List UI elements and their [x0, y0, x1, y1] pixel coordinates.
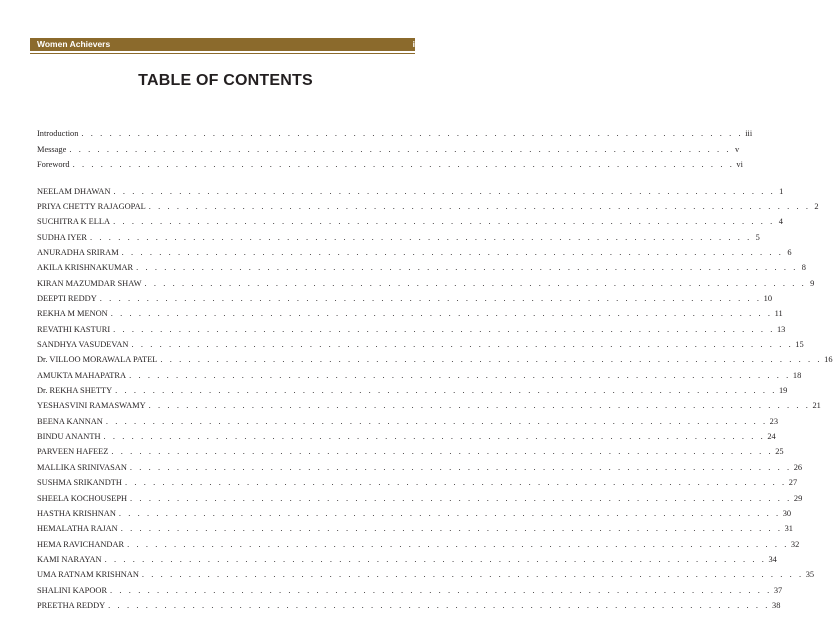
- toc-entry-page-number: 23: [769, 416, 779, 426]
- toc-entry-page-number: 4: [778, 217, 783, 227]
- toc-entry-page-number: 34: [768, 554, 777, 564]
- toc-entry-page-number: 25: [775, 447, 784, 457]
- toc-entry-page-number: 19: [778, 386, 788, 396]
- toc-entry-page-number: 21: [812, 401, 821, 411]
- toc-entry[interactable]: [37, 354, 833, 366]
- dot-leader: . . . . . . . . . . . . . . . . . . . . . . . . . . . . . . . . . . . . . . . . . . . . . . . . . . . . . . . . . . . . . . . . . . . . . . .: [72, 160, 735, 169]
- toc-entry-label: AKILA KRISHNAKUMAR: [37, 263, 134, 273]
- toc-entry-page-number: 16: [824, 355, 833, 365]
- toc-entry-label: SHEELA KOCHOUSEPH: [37, 493, 128, 503]
- toc-entry-page-number: 18: [792, 370, 802, 380]
- toc-entry-label: PRIYA CHETTY RAJAGOPAL: [37, 201, 146, 211]
- toc-entry-page-number: iii: [745, 129, 753, 138]
- toc-entry[interactable]: [37, 477, 798, 489]
- toc-entry-page-number: 35: [805, 570, 815, 580]
- toc-entry-page-number: 2: [814, 201, 819, 211]
- toc-entry-label: Dr. VILLOO MORAWALA PATEL: [37, 355, 158, 365]
- dot-leader: . . . . . . . . . . . . . . . . . . . . . . . . . . . . . . . . . . . . . . . . . . . . . . . . . . . . . . . . . . . . . . . . . . . . . . .: [108, 600, 770, 610]
- toc-entry-page-number: 31: [784, 524, 793, 534]
- toc-entry-label: SUDHA IYER: [37, 232, 88, 242]
- dot-leader: . . . . . . . . . . . . . . . . . . . . . . . . . . . . . . . . . . . . . . . . . . . . . . . . . . . . . . . . . . . . . . . . . . . . . . .: [127, 539, 789, 549]
- toc-entry-label: HEMA RAVICHANDAR: [37, 539, 125, 549]
- toc-entry[interactable]: [37, 416, 779, 428]
- toc-entry-label: HEMALATHA RAJAN: [37, 524, 118, 534]
- toc-entry-label: SHALINI KAPOOR: [37, 585, 108, 595]
- toc-entry-page-number: 9: [810, 278, 815, 288]
- toc-entry[interactable]: [37, 278, 815, 290]
- toc-entry-label: REKHA M MENON: [37, 309, 108, 319]
- dot-leader: . . . . . . . . . . . . . . . . . . . . . . . . . . . . . . . . . . . . . . . . . . . . . . . . . . . . . . . . . . . . . . . . . . . . . . .: [115, 386, 777, 396]
- toc-entry-label: REVATHI KASTURI: [37, 324, 111, 334]
- toc-entry-label: PARVEEN HAFEEZ: [37, 447, 109, 457]
- toc-entry[interactable]: [37, 159, 743, 171]
- toc-entry[interactable]: [37, 585, 783, 597]
- toc-entry[interactable]: [37, 370, 802, 382]
- toc-entry[interactable]: [37, 508, 792, 520]
- dot-leader: . . . . . . . . . . . . . . . . . . . . . . . . . . . . . . . . . . . . . . . . . . . . . . . . . . . . . . . . . . . . . . . . . . . . . . .: [113, 186, 776, 196]
- toc-entry-page-number: 13: [776, 324, 786, 334]
- toc-entry-page-number: 8: [801, 263, 806, 273]
- dot-leader: . . . . . . . . . . . . . . . . . . . . . . . . . . . . . . . . . . . . . . . . . . . . . . . . . . . . . . . . . . . . . . . . . . . . . . .: [124, 478, 787, 488]
- dot-leader: . . . . . . . . . . . . . . . . . . . . . . . . . . . . . . . . . . . . . . . . . . . . . . . . . . . . . . . . . . . . . . . . . . . . . . .: [104, 554, 767, 564]
- dot-leader: . . . . . . . . . . . . . . . . . . . . . . . . . . . . . . . . . . . . . . . . . . . . . . . . . . . . . . . . . . . . . . . . . . . . . . .: [99, 293, 762, 303]
- toc-entry-label: NEELAM DHAWAN: [37, 186, 111, 196]
- toc-entry[interactable]: [37, 262, 806, 274]
- toc-entry-label: PREETHA REDDY: [37, 600, 106, 610]
- toc-entry-page-number: 30: [782, 508, 792, 518]
- toc-entry[interactable]: [37, 554, 777, 566]
- toc-entry-label: Foreword: [37, 160, 70, 169]
- toc-entry-page-number: 15: [795, 340, 804, 349]
- toc-entry-label: Dr. REKHA SHETTY: [37, 386, 113, 396]
- toc-entry-page-number: 26: [793, 462, 803, 472]
- toc-entry-label: AMUKTA MAHAPATRA: [37, 370, 127, 380]
- toc-entry-label: KAMI NARAYAN: [37, 554, 102, 564]
- dot-leader: . . . . . . . . . . . . . . . . . . . . . . . . . . . . . . . . . . . . . . . . . . . . . . . . . . . . . . . . . . . . . . . . . . . . . . .: [113, 217, 775, 227]
- toc-entry-label: MALLIKA SRINIVASAN: [37, 462, 127, 472]
- toc-entry[interactable]: [37, 201, 819, 213]
- toc-entry[interactable]: [37, 431, 776, 443]
- toc-entry[interactable]: [37, 308, 783, 320]
- dot-leader: . . . . . . . . . . . . . . . . . . . . . . . . . . . . . . . . . . . . . . . . . . . . . . . . . . . . . . . . . . . . . . . . . . . . . . .: [121, 247, 784, 257]
- running-header-title: Women Achievers: [37, 39, 111, 49]
- running-header-page-number: i: [412, 39, 415, 49]
- toc-entry[interactable]: [37, 385, 788, 397]
- dot-leader: . . . . . . . . . . . . . . . . . . . . . . . . . . . . . . . . . . . . . . . . . . . . . . . . . . . . . . . . . . . . . . . . . . . . . . .: [90, 232, 752, 242]
- toc-entry-label: Message: [37, 144, 67, 154]
- toc-entry[interactable]: [37, 446, 784, 458]
- toc-entry-label: SUSHMA SRIKANDTH: [37, 478, 122, 488]
- toc-entry-label: DEEPTI REDDY: [37, 293, 97, 303]
- toc-entry-page-number: 10: [763, 293, 772, 303]
- toc-entry-page-number: 32: [790, 539, 800, 549]
- toc-entry-label: YESHASVINI RAMASWAMY: [37, 401, 146, 411]
- toc-entry-label: SUCHITRA K ELLA: [37, 217, 111, 227]
- toc-entry-page-number: 5: [755, 232, 760, 242]
- toc-entry-label: SANDHYA VASUDEVAN: [37, 340, 129, 349]
- toc-entry-page-number: 38: [772, 600, 781, 610]
- dot-leader: . . . . . . . . . . . . . . . . . . . . . . . . . . . . . . . . . . . . . . . . . . . . . . . . . . . . . . . . . . . . . . . . . . . . . . .: [131, 340, 794, 349]
- toc-entry-label: KIRAN MAZUMDAR SHAW: [37, 278, 142, 288]
- dot-leader: . . . . . . . . . . . . . . . . . . . . . . . . . . . . . . . . . . . . . . . . . . . . . . . . . . . . . . . . . . . . . . . . . . . . . . .: [111, 447, 774, 457]
- toc-entry[interactable]: [37, 324, 786, 336]
- toc-entry-label: UMA RATNAM KRISHNAN: [37, 570, 139, 580]
- page-title: TABLE OF CONTENTS: [138, 72, 313, 89]
- dot-leader: . . . . . . . . . . . . . . . . . . . . . . . . . . . . . . . . . . . . . . . . . . . . . . . . . . . . . . . . . . . . . . . . . . . . . . .: [113, 324, 775, 334]
- toc-entry-label: HASTHA KRISHNAN: [37, 508, 116, 518]
- dot-leader: . . . . . . . . . . . . . . . . . . . . . . . . . . . . . . . . . . . . . . . . . . . . . . . . . . . . . . . . . . . . . . . . . . . . . . .: [81, 129, 744, 138]
- toc-entry[interactable]: [37, 216, 783, 228]
- toc-entry[interactable]: [37, 539, 800, 551]
- toc-entry[interactable]: [37, 128, 753, 140]
- toc-entry-label: BINDU ANANTH: [37, 432, 101, 442]
- dot-leader: . . . . . . . . . . . . . . . . . . . . . . . . . . . . . . . . . . . . . . . . . . . . . . . . . . . . . . . . . . . . . . . . . . . . . . .: [148, 201, 811, 211]
- toc-entry[interactable]: [37, 569, 815, 581]
- dot-leader: . . . . . . . . . . . . . . . . . . . . . . . . . . . . . . . . . . . . . . . . . . . . . . . . . . . . . . . . . . . . . . . . . . . . . . .: [144, 278, 807, 288]
- dot-leader: . . . . . . . . . . . . . . . . . . . . . . . . . . . . . . . . . . . . . . . . . . . . . . . . . . . . . . . . . . . . . . . . . . . . . . .: [103, 432, 766, 442]
- dot-leader: . . . . . . . . . . . . . . . . . . . . . . . . . . . . . . . . . . . . . . . . . . . . . . . . . . . . . . . . . . . . . . . . . . . . . . .: [110, 585, 772, 595]
- toc-entry-page-number: v: [734, 144, 740, 154]
- toc-entry-label: Introduction: [37, 129, 79, 138]
- dot-leader: . . . . . . . . . . . . . . . . . . . . . . . . . . . . . . . . . . . . . . . . . . . . . . . . . . . . . . . . . . . . . . . . . . . . . . .: [69, 144, 732, 154]
- dot-leader: . . . . . . . . . . . . . . . . . . . . . . . . . . . . . . . . . . . . . . . . . . . . . . . . . . . . . . . . . . . . . . . . . . . . . . .: [141, 570, 804, 580]
- dot-leader: . . . . . . . . . . . . . . . . . . . . . . . . . . . . . . . . . . . . . . . . . . . . . . . . . . . . . . . . . . . . . . . . . . . . . . .: [118, 508, 781, 518]
- toc-entry-page-number: 29: [793, 493, 803, 503]
- header-rule: [30, 53, 415, 54]
- dot-leader: . . . . . . . . . . . . . . . . . . . . . . . . . . . . . . . . . . . . . . . . . . . . . . . . . . . . . . . . . . . . . . . . . . . . . . .: [130, 493, 792, 503]
- toc-entry-page-number: vi: [736, 160, 743, 169]
- toc-entry[interactable]: [37, 144, 740, 156]
- toc-entry[interactable]: [37, 186, 784, 198]
- toc-entry-label: ANURADHA SRIRAM: [37, 247, 119, 257]
- dot-leader: . . . . . . . . . . . . . . . . . . . . . . . . . . . . . . . . . . . . . . . . . . . . . . . . . . . . . . . . . . . . . . . . . . . . . . .: [160, 355, 823, 365]
- toc-entry[interactable]: [37, 462, 803, 474]
- toc-entry[interactable]: [37, 523, 793, 535]
- dot-leader: . . . . . . . . . . . . . . . . . . . . . . . . . . . . . . . . . . . . . . . . . . . . . . . . . . . . . . . . . . . . . . . . . . . . . . .: [105, 416, 768, 426]
- toc-entry-page-number: 24: [767, 432, 776, 442]
- toc-entry[interactable]: [37, 232, 760, 244]
- toc-entry-page-number: 37: [773, 585, 783, 595]
- toc-entry[interactable]: [37, 600, 781, 612]
- toc-entry[interactable]: [37, 339, 804, 351]
- dot-leader: . . . . . . . . . . . . . . . . . . . . . . . . . . . . . . . . . . . . . . . . . . . . . . . . . . . . . . . . . . . . . . . . . . . . . . .: [110, 309, 773, 319]
- toc-entry-page-number: 27: [788, 478, 798, 488]
- dot-leader: . . . . . . . . . . . . . . . . . . . . . . . . . . . . . . . . . . . . . . . . . . . . . . . . . . . . . . . . . . . . . . . . . . . . . . .: [129, 462, 792, 472]
- toc-entry[interactable]: [37, 293, 772, 305]
- toc-entry-label: BEENA KANNAN: [37, 416, 103, 426]
- toc-entry-page-number: 6: [787, 247, 792, 257]
- dot-leader: . . . . . . . . . . . . . . . . . . . . . . . . . . . . . . . . . . . . . . . . . . . . . . . . . . . . . . . . . . . . . . . . . . . . . . .: [129, 370, 791, 380]
- toc-entry[interactable]: [37, 400, 821, 412]
- toc-entry[interactable]: [37, 493, 803, 505]
- dot-leader: . . . . . . . . . . . . . . . . . . . . . . . . . . . . . . . . . . . . . . . . . . . . . . . . . . . . . . . . . . . . . . . . . . . . . . .: [136, 263, 798, 273]
- toc-entry[interactable]: [37, 247, 792, 259]
- dot-leader: . . . . . . . . . . . . . . . . . . . . . . . . . . . . . . . . . . . . . . . . . . . . . . . . . . . . . . . . . . . . . . . . . . . . . . .: [148, 401, 811, 411]
- dot-leader: . . . . . . . . . . . . . . . . . . . . . . . . . . . . . . . . . . . . . . . . . . . . . . . . . . . . . . . . . . . . . . . . . . . . . . .: [120, 524, 783, 534]
- toc-entry-page-number: 11: [774, 309, 783, 319]
- toc-entry-page-number: 1: [779, 186, 784, 196]
